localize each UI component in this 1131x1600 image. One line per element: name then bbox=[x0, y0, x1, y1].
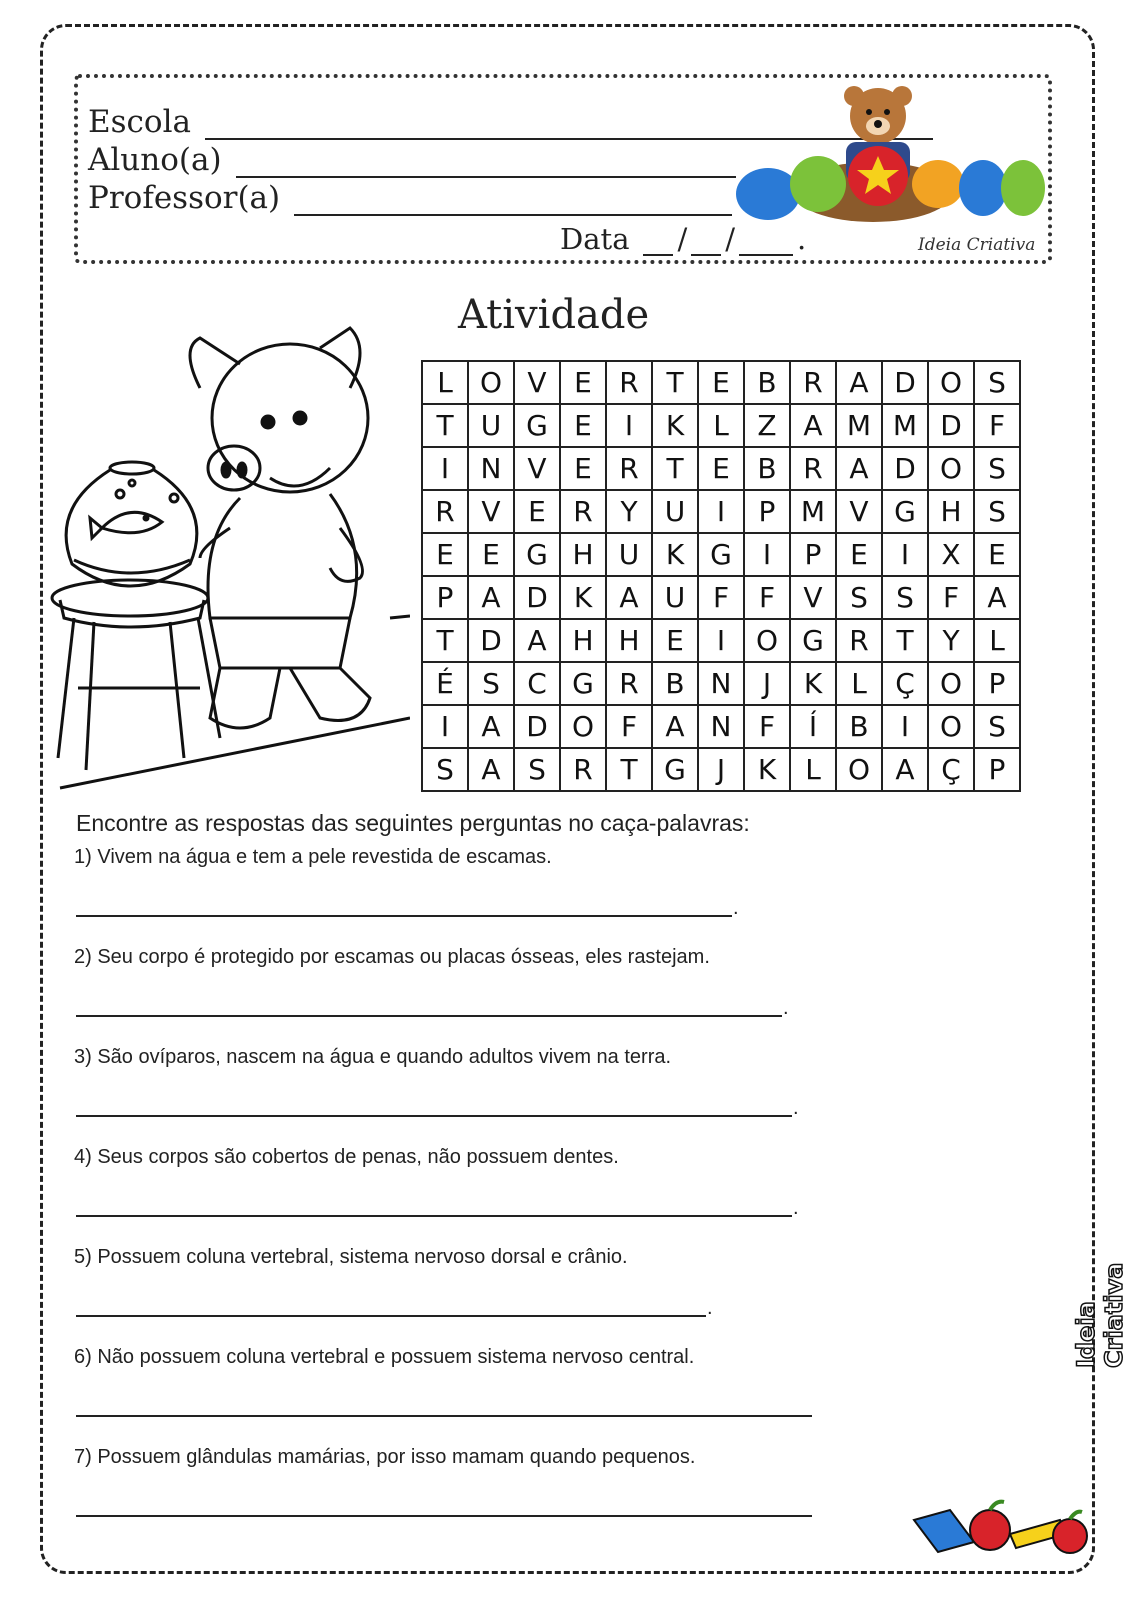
grid-cell[interactable]: I bbox=[698, 490, 744, 533]
date-end: . bbox=[797, 222, 807, 256]
grid-cell[interactable]: T bbox=[652, 361, 698, 404]
grid-cell[interactable]: R bbox=[422, 490, 468, 533]
grid-cell[interactable]: R bbox=[560, 748, 606, 791]
grid-cell[interactable]: A bbox=[836, 447, 882, 490]
teacher-field[interactable] bbox=[294, 186, 732, 216]
grid-cell[interactable]: F bbox=[974, 404, 1020, 447]
grid-cell[interactable]: Y bbox=[928, 619, 974, 662]
grid-cell[interactable]: T bbox=[422, 619, 468, 662]
answer-end: . bbox=[783, 997, 789, 1019]
grid-cell[interactable]: K bbox=[790, 662, 836, 705]
grid-cell[interactable]: E bbox=[560, 404, 606, 447]
grid-cell[interactable]: R bbox=[560, 490, 606, 533]
grid-row bbox=[422, 705, 1020, 748]
answer-line-3[interactable] bbox=[76, 1115, 792, 1117]
grid-cell[interactable]: N bbox=[698, 662, 744, 705]
answer-line-6[interactable] bbox=[76, 1415, 812, 1417]
grid-cell[interactable]: B bbox=[836, 705, 882, 748]
grid-row bbox=[422, 619, 1020, 662]
grid-cell[interactable]: A bbox=[836, 361, 882, 404]
grid-cell[interactable]: I bbox=[422, 705, 468, 748]
grid-cell[interactable]: B bbox=[744, 361, 790, 404]
grid-cell[interactable]: H bbox=[560, 619, 606, 662]
grid-cell[interactable]: P bbox=[790, 533, 836, 576]
grid-cell[interactable]: S bbox=[882, 576, 928, 619]
grid-cell[interactable]: L bbox=[836, 662, 882, 705]
grid-cell[interactable]: O bbox=[836, 748, 882, 791]
grid-cell[interactable]: A bbox=[606, 576, 652, 619]
grid-cell[interactable]: I bbox=[744, 533, 790, 576]
grid-cell[interactable]: G bbox=[514, 533, 560, 576]
date-month-field[interactable] bbox=[691, 228, 721, 256]
grid-cell[interactable]: O bbox=[928, 705, 974, 748]
question-6: 6) Não possuem coluna vertebral e possuem sistema nervoso central. bbox=[74, 1346, 695, 1368]
grid-cell[interactable]: G bbox=[882, 490, 928, 533]
date-day-field[interactable] bbox=[643, 228, 673, 256]
grid-row bbox=[422, 447, 1020, 490]
grid-cell[interactable]: O bbox=[928, 662, 974, 705]
grid-cell[interactable]: F bbox=[606, 705, 652, 748]
grid-cell[interactable]: B bbox=[744, 447, 790, 490]
grid-cell[interactable]: V bbox=[514, 447, 560, 490]
grid-cell[interactable]: H bbox=[606, 619, 652, 662]
grid-cell[interactable]: I bbox=[422, 447, 468, 490]
grid-cell[interactable]: T bbox=[652, 447, 698, 490]
word-search-grid bbox=[421, 360, 1021, 792]
grid-cell[interactable]: X bbox=[928, 533, 974, 576]
grid-cell[interactable]: É bbox=[422, 662, 468, 705]
grid-cell[interactable]: S bbox=[514, 748, 560, 791]
grid-cell[interactable]: U bbox=[652, 576, 698, 619]
grid-cell[interactable]: G bbox=[698, 533, 744, 576]
question-3: 3) São ovíparos, nascem na água e quando adultos vivem na terra. bbox=[74, 1046, 672, 1068]
grid-cell[interactable]: Y bbox=[606, 490, 652, 533]
pencils-apples-decoration bbox=[910, 1490, 1090, 1560]
grid-cell[interactable]: P bbox=[422, 576, 468, 619]
grid-cell[interactable]: O bbox=[744, 619, 790, 662]
grid-cell[interactable]: I bbox=[882, 533, 928, 576]
grid-cell[interactable]: H bbox=[928, 490, 974, 533]
answer-line-5[interactable] bbox=[76, 1315, 706, 1317]
grid-row bbox=[422, 576, 1020, 619]
grid-cell[interactable]: M bbox=[882, 404, 928, 447]
grid-cell[interactable]: O bbox=[928, 447, 974, 490]
grid-cell[interactable]: Z bbox=[744, 404, 790, 447]
grid-cell[interactable]: B bbox=[652, 662, 698, 705]
grid-cell[interactable]: E bbox=[422, 533, 468, 576]
student-label: Aluno(a) bbox=[88, 142, 222, 178]
grid-cell[interactable]: V bbox=[468, 490, 514, 533]
answer-end: . bbox=[793, 1097, 799, 1119]
instructions: Encontre as respostas das seguintes perguntas no caça-palavras: bbox=[76, 810, 750, 836]
grid-cell[interactable]: J bbox=[698, 748, 744, 791]
grid-row bbox=[422, 533, 1020, 576]
grid-cell[interactable]: L bbox=[698, 404, 744, 447]
grid-cell[interactable]: Í bbox=[790, 705, 836, 748]
side-brand: Ideia Criativa bbox=[1072, 1262, 1128, 1368]
grid-cell[interactable]: K bbox=[652, 404, 698, 447]
grid-cell[interactable]: G bbox=[514, 404, 560, 447]
grid-cell[interactable]: I bbox=[698, 619, 744, 662]
grid-cell[interactable]: G bbox=[652, 748, 698, 791]
grid-cell[interactable]: A bbox=[974, 576, 1020, 619]
grid-cell[interactable]: A bbox=[468, 748, 514, 791]
grid-cell[interactable]: S bbox=[422, 748, 468, 791]
grid-cell[interactable]: D bbox=[514, 705, 560, 748]
grid-cell[interactable]: Ç bbox=[928, 748, 974, 791]
answer-end: . bbox=[707, 1297, 713, 1319]
grid-cell[interactable]: K bbox=[560, 576, 606, 619]
activity-title: Atividade bbox=[458, 292, 650, 338]
grid-cell[interactable]: L bbox=[974, 619, 1020, 662]
grid-cell[interactable]: E bbox=[560, 361, 606, 404]
grid-cell[interactable]: R bbox=[790, 361, 836, 404]
date-separator: / bbox=[725, 222, 736, 256]
question-7: 7) Possuem glândulas mamárias, por isso mamam quando pequenos. bbox=[74, 1446, 696, 1468]
grid-cell[interactable]: M bbox=[836, 404, 882, 447]
grid-cell[interactable]: D bbox=[882, 361, 928, 404]
grid-cell[interactable]: P bbox=[974, 662, 1020, 705]
grid-cell[interactable]: R bbox=[606, 447, 652, 490]
grid-cell[interactable]: K bbox=[744, 748, 790, 791]
answer-line-7[interactable] bbox=[76, 1515, 812, 1517]
question-5: 5) Possuem coluna vertebral, sistema nervoso dorsal e crânio. bbox=[74, 1246, 628, 1268]
grid-row bbox=[422, 490, 1020, 533]
grid-cell[interactable]: U bbox=[652, 490, 698, 533]
grid-cell[interactable]: E bbox=[836, 533, 882, 576]
grid-cell[interactable]: S bbox=[836, 576, 882, 619]
grid-cell[interactable]: F bbox=[744, 576, 790, 619]
grid-cell[interactable]: V bbox=[790, 576, 836, 619]
grid-cell[interactable]: M bbox=[790, 490, 836, 533]
grid-cell[interactable]: K bbox=[652, 533, 698, 576]
grid-cell[interactable]: H bbox=[560, 533, 606, 576]
grid-cell[interactable]: J bbox=[744, 662, 790, 705]
grid-row bbox=[422, 662, 1020, 705]
answer-line-4[interactable] bbox=[76, 1215, 792, 1217]
grid-cell[interactable]: E bbox=[514, 490, 560, 533]
grid-cell[interactable]: T bbox=[606, 748, 652, 791]
school-label: Escola bbox=[88, 104, 191, 140]
answer-line-1[interactable] bbox=[76, 915, 732, 917]
grid-cell[interactable]: F bbox=[698, 576, 744, 619]
grid-cell[interactable]: V bbox=[514, 361, 560, 404]
grid-cell[interactable]: O bbox=[468, 361, 514, 404]
grid-cell[interactable]: L bbox=[422, 361, 468, 404]
grid-cell[interactable]: P bbox=[974, 748, 1020, 791]
grid-cell[interactable]: C bbox=[514, 662, 560, 705]
grid-cell[interactable]: A bbox=[468, 576, 514, 619]
grid-cell[interactable]: N bbox=[468, 447, 514, 490]
grid-cell[interactable]: F bbox=[928, 576, 974, 619]
answer-end: . bbox=[793, 1197, 799, 1219]
pig-fishbowl-illustration bbox=[50, 318, 410, 798]
grid-cell[interactable]: G bbox=[560, 662, 606, 705]
teacher-row bbox=[88, 180, 732, 216]
grid-cell[interactable]: G bbox=[790, 619, 836, 662]
grid-cell[interactable]: L bbox=[790, 748, 836, 791]
grid-cell[interactable]: S bbox=[468, 662, 514, 705]
brand-mark: Ideia Criativa bbox=[918, 235, 1036, 255]
answer-end: . bbox=[733, 897, 739, 919]
grid-cell[interactable]: D bbox=[928, 404, 974, 447]
grid-cell[interactable]: Ç bbox=[882, 662, 928, 705]
date-separator: / bbox=[677, 222, 688, 256]
grid-cell[interactable]: I bbox=[606, 404, 652, 447]
grid-cell[interactable]: E bbox=[698, 447, 744, 490]
grid-cell[interactable]: T bbox=[882, 619, 928, 662]
grid-cell[interactable]: S bbox=[974, 361, 1020, 404]
grid-row bbox=[422, 404, 1020, 447]
student-field[interactable] bbox=[236, 148, 736, 178]
grid-row bbox=[422, 361, 1020, 404]
grid-cell[interactable]: D bbox=[882, 447, 928, 490]
grid-cell[interactable]: R bbox=[836, 619, 882, 662]
grid-cell[interactable]: V bbox=[836, 490, 882, 533]
grid-cell[interactable]: D bbox=[514, 576, 560, 619]
grid-cell[interactable]: A bbox=[468, 705, 514, 748]
teacher-label: Professor(a) bbox=[88, 180, 281, 216]
grid-cell[interactable]: F bbox=[744, 705, 790, 748]
grid-cell[interactable]: A bbox=[514, 619, 560, 662]
grid-cell[interactable]: O bbox=[560, 705, 606, 748]
question-4: 4) Seus corpos são cobertos de penas, não possuem dentes. bbox=[74, 1146, 619, 1168]
grid-cell[interactable]: A bbox=[652, 705, 698, 748]
date-label: Data bbox=[560, 222, 630, 256]
grid-cell[interactable]: R bbox=[606, 662, 652, 705]
grid-cell[interactable]: E bbox=[698, 361, 744, 404]
grid-cell[interactable]: A bbox=[790, 404, 836, 447]
grid-cell[interactable]: R bbox=[790, 447, 836, 490]
grid-cell[interactable]: U bbox=[606, 533, 652, 576]
student-row bbox=[88, 142, 736, 178]
bear-abc-illustration bbox=[728, 84, 1048, 234]
grid-cell[interactable]: I bbox=[882, 705, 928, 748]
grid-cell[interactable]: O bbox=[928, 361, 974, 404]
grid-cell[interactable]: T bbox=[422, 404, 468, 447]
grid-cell[interactable]: S bbox=[974, 490, 1020, 533]
grid-cell[interactable]: R bbox=[606, 361, 652, 404]
question-2: 2) Seu corpo é protegido por escamas ou placas ósseas, eles rastejam. bbox=[74, 946, 710, 968]
grid-cell[interactable]: E bbox=[560, 447, 606, 490]
grid-cell[interactable]: E bbox=[652, 619, 698, 662]
grid-cell[interactable]: E bbox=[974, 533, 1020, 576]
grid-cell[interactable]: S bbox=[974, 447, 1020, 490]
grid-cell[interactable]: U bbox=[468, 404, 514, 447]
grid-cell[interactable]: N bbox=[698, 705, 744, 748]
grid-cell[interactable]: D bbox=[468, 619, 514, 662]
grid-cell[interactable]: A bbox=[882, 748, 928, 791]
grid-cell[interactable]: E bbox=[468, 533, 514, 576]
question-1: 1) Vivem na água e tem a pele revestida de escamas. bbox=[74, 846, 552, 868]
answer-line-2[interactable] bbox=[76, 1015, 782, 1017]
grid-cell[interactable]: S bbox=[974, 705, 1020, 748]
grid-cell[interactable]: P bbox=[744, 490, 790, 533]
grid-row bbox=[422, 748, 1020, 791]
